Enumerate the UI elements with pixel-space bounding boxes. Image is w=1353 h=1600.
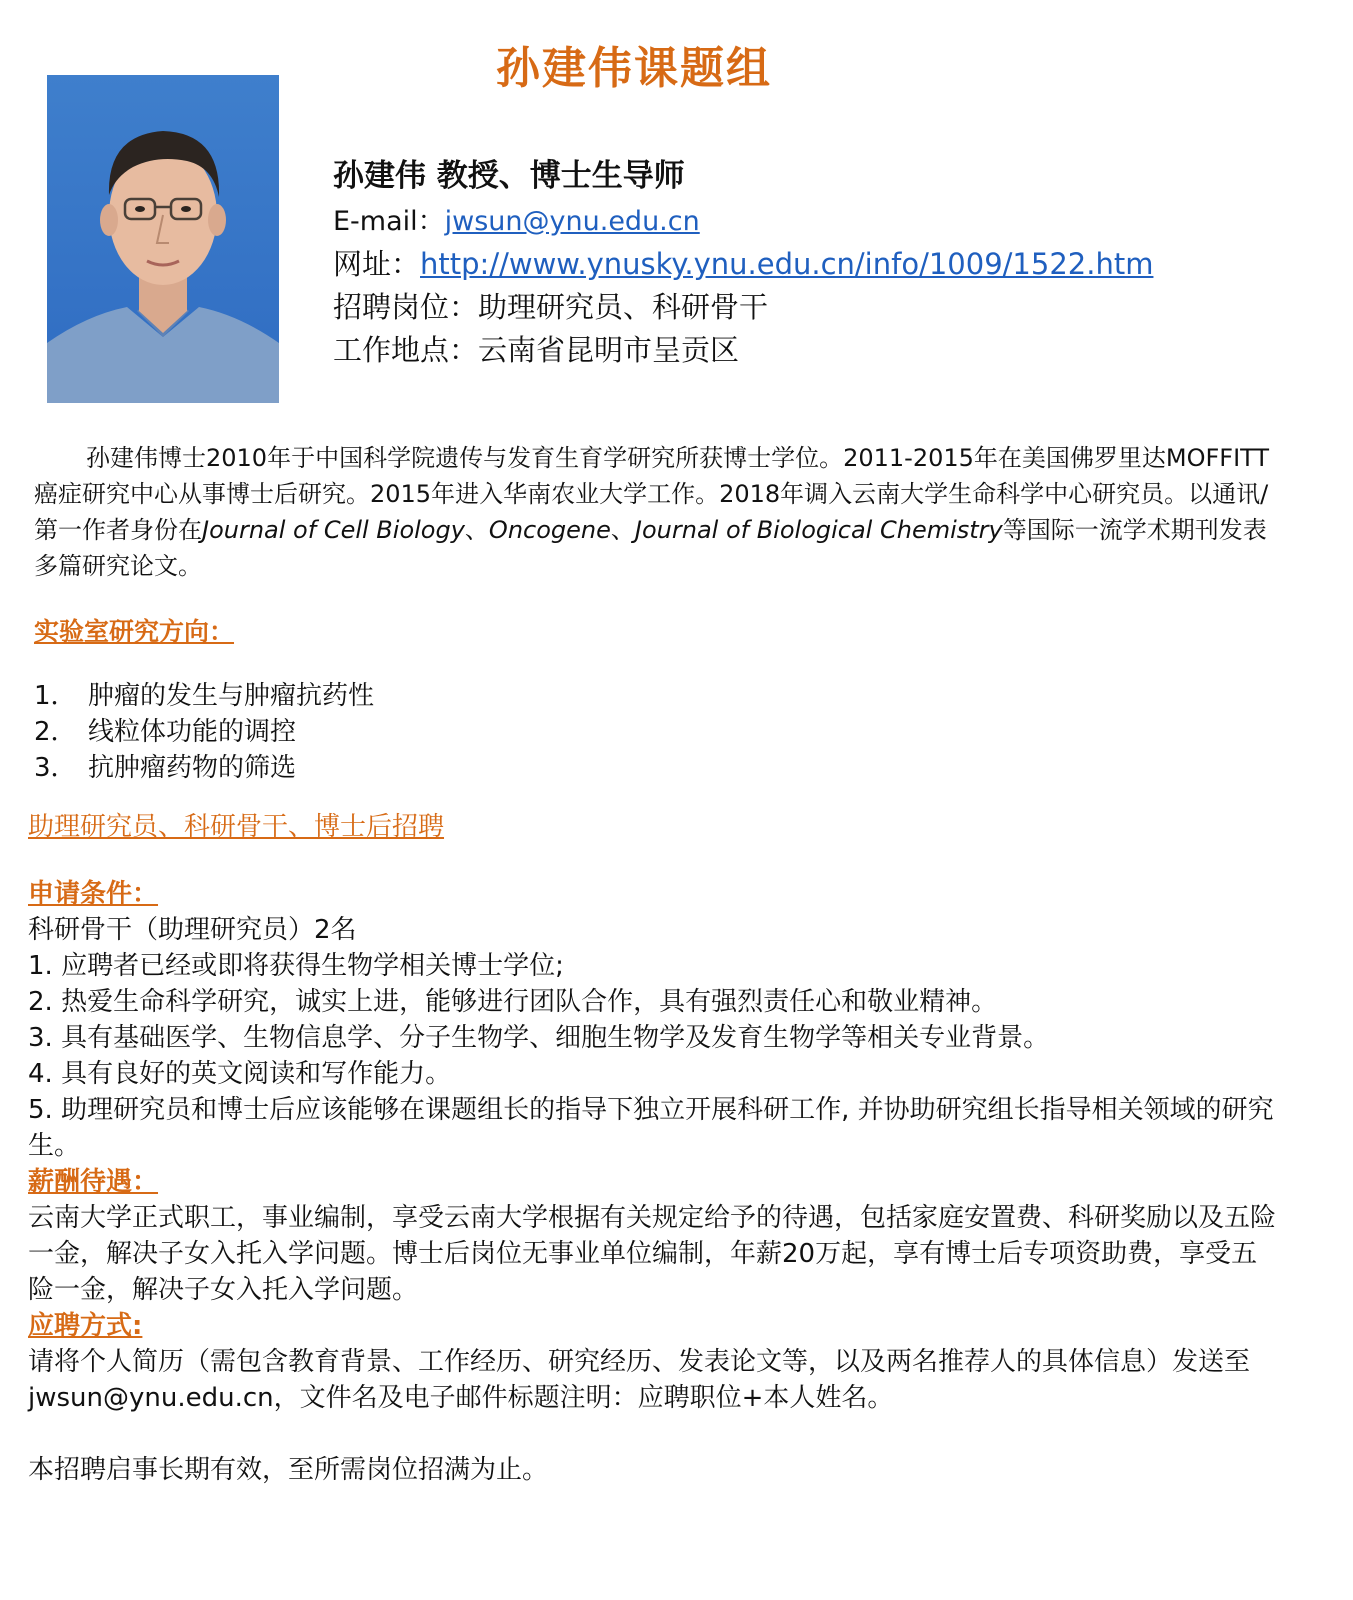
requirements-heading: 申请条件： bbox=[28, 879, 159, 909]
journal-3: Journal of Biological Chemistry bbox=[634, 516, 1003, 544]
intro-sep2: 、 bbox=[610, 516, 635, 544]
recruitment-link[interactable]: 助理研究员、科研骨干、博士后招聘 bbox=[28, 812, 445, 842]
intro-paragraph bbox=[34, 440, 1284, 584]
requirements-subtitle: 科研骨干（助理研究员）2名 bbox=[28, 915, 357, 945]
requirement-item: 1. 应聘者已经或即将获得生物学相关博士学位; bbox=[28, 951, 564, 981]
page-title: 孙建伟课题组 bbox=[496, 43, 772, 94]
recruitment-details bbox=[28, 876, 1278, 1488]
journal-1: Journal of Cell Biology bbox=[202, 516, 465, 544]
journal-2: Oncogene bbox=[488, 516, 611, 544]
requirement-item: 2. 热爱生命科学研究，诚实上进，能够进行团队合作，具有强烈责任心和敬业精神。 bbox=[28, 987, 998, 1017]
salary-heading: 薪酬待遇： bbox=[28, 1167, 159, 1197]
requirement-item: 5. 助理研究员和博士后应该能够在课题组长的指导下独立开展科研工作, 并协助研究组长指导相关领域的研究生。 bbox=[28, 1095, 1274, 1161]
research-item-num: 3． bbox=[34, 753, 77, 783]
email-link[interactable]: jwsun@ynu.edu.cn bbox=[444, 206, 700, 237]
intro-sep1: 、 bbox=[464, 516, 489, 544]
research-item-num: 2． bbox=[34, 717, 77, 747]
research-item bbox=[34, 678, 374, 714]
website-label: 网址： bbox=[333, 247, 421, 281]
requirement-item: 3. 具有基础医学、生物信息学、分子生物学、细胞生物学及发育生物学等相关专业背景。 bbox=[28, 1023, 1050, 1053]
research-item-num: 1． bbox=[34, 681, 77, 711]
email-label: E-mail： bbox=[333, 206, 445, 237]
intro-part2: 等国际一流学术期刊发表多篇研究论文。 bbox=[34, 516, 1267, 580]
research-item-text: 抗肿瘤药物的筛选 bbox=[88, 753, 297, 783]
research-item-text: 肿瘤的发生与肿瘤抗药性 bbox=[88, 681, 375, 711]
website-link[interactable]: http://www.ynusky.ynu.edu.cn/info/1009/1522.htm bbox=[420, 247, 1154, 281]
email-row bbox=[333, 200, 1153, 243]
footer-note: 本招聘启事长期有效，至所需岗位招满为止。 bbox=[28, 1455, 549, 1485]
intro-part1: 孙建伟博士2010年于中国科学院遗传与发育生育学研究所获博士学位。2011-2015年在美国佛罗里达MOFFITT癌症研究中心从事博士后研究。2015年进入华南农业大学工作。2018年调入云南大学生命科学中心研究员。以通讯/第一作者身份在 bbox=[34, 444, 1270, 544]
apply-heading: 应聘方式: bbox=[28, 1311, 143, 1341]
research-item-text: 线粒体功能的调控 bbox=[88, 717, 297, 747]
research-item bbox=[34, 750, 374, 786]
website-row bbox=[333, 243, 1153, 286]
profile-photo bbox=[47, 75, 279, 403]
research-heading: 实验室研究方向： bbox=[34, 617, 235, 646]
position-line: 招聘岗位：助理研究员、科研骨干 bbox=[333, 290, 769, 324]
profile-info bbox=[333, 152, 1153, 372]
research-item bbox=[34, 714, 374, 750]
apply-text: 请将个人简历（需包含教育背景、工作经历、研究经历、发表论文等，以及两名推荐人的具体信息）发送至jwsun@ynu.edu.cn，文件名及电子邮件标题注明：应聘职位+本人姓名。 bbox=[28, 1347, 1251, 1413]
profile-name: 孙建伟 教授、博士生导师 bbox=[333, 158, 685, 194]
location-line: 工作地点：云南省昆明市呈贡区 bbox=[333, 333, 740, 367]
salary-text: 云南大学正式职工，事业编制，享受云南大学根据有关规定给予的待遇，包括家庭安置费、科研奖励以及五险一金，解决子女入托入学问题。博士后岗位无事业单位编制，年薪20万起，享有博士后专项资助费，享受五险一金，解决子女入托入学问题。 bbox=[28, 1203, 1277, 1305]
spacer bbox=[28, 1416, 1278, 1452]
requirement-item: 4. 具有良好的英文阅读和写作能力。 bbox=[28, 1059, 452, 1089]
research-list bbox=[34, 678, 374, 786]
